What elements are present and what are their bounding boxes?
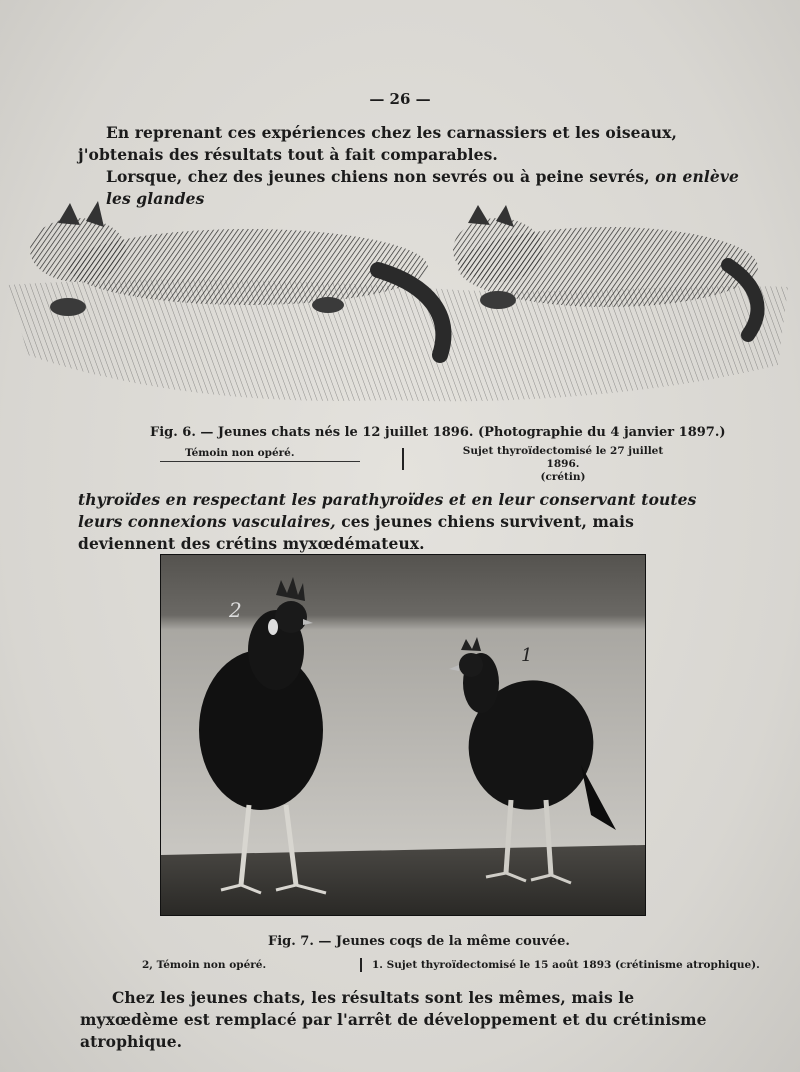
rooster-1-mark: 1 — [521, 645, 533, 666]
figure-6-cats-engraving — [8, 195, 788, 415]
figure-7-left-label: 2, Témoin non opéré. — [142, 959, 267, 971]
figure-6-left-label: Témoin non opéré. — [185, 447, 295, 459]
paragraph-thyroid-italic: thyroïdes en respectant les parathyroïdes et en leur conservant toutes leurs connexions vasculaires, — [78, 490, 697, 531]
rooster-2-mark: 2 — [229, 598, 242, 622]
figure-6-caption: Fig. 6. — Jeunes chats nés le 12 juillet 1896. (Photographie du 4 janvier 1897.) — [150, 425, 726, 440]
paragraph-cats-result: Chez les jeunes chats, les résultats sont les mêmes, mais le myxœdème est remplacé par l'arrêt de développement et du crétinisme atrophique. — [80, 988, 707, 1051]
paragraph-intro: En reprenant ces expériences chez les carnassiers et les oiseaux, j'obtenais des résultats tout à fait comparables. — [78, 123, 677, 164]
figure-7-separator — [360, 958, 362, 972]
figure-6-right-label — [458, 445, 668, 484]
figure-6-right-label-line2: (crétin) — [540, 471, 586, 483]
paragraph-thyroid — [78, 489, 728, 555]
figure-6-underline — [160, 461, 360, 462]
paragraph-thyroid-text: ces jeunes chiens survivent, mais deviennent des crétins myxœdémateux. — [78, 512, 634, 553]
figure-6-right-label-line1: Sujet thyroïdectomisé le 27 juillet 1896. — [462, 445, 664, 470]
figure-7-caption: Fig. 7. — Jeunes coqs de la même couvée. — [268, 934, 570, 949]
figure-6-separator — [402, 448, 404, 470]
page-number: — 26 — — [369, 90, 431, 108]
paragraph-dogs-italic: on enlève les glandes — [106, 167, 739, 208]
paragraph-dogs-text: Lorsque, chez des jeunes chiens non sevrés ou à peine sevrés, — [106, 167, 656, 186]
figure-7-right-label: 1. Sujet thyroïdectomisé le 15 août 1893 (crétinisme atrophique). — [372, 959, 760, 971]
figure-7-roosters-photo — [160, 554, 646, 916]
